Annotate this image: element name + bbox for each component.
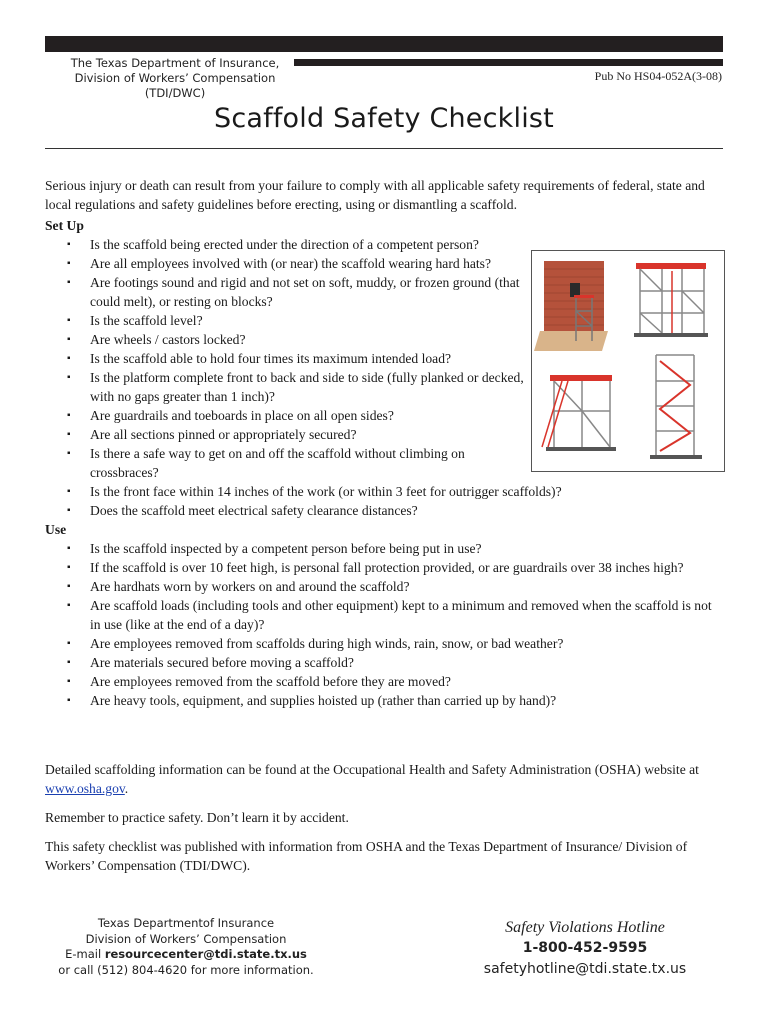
setup-item-text: Are wheels / castors locked? (90, 332, 246, 347)
osha-paragraph (45, 760, 725, 798)
setup-item (45, 501, 725, 520)
setup-item-text: Is the platform complete front to back and side to side (fully planked or decked, with no gaps greater than 1 inch)? (90, 370, 524, 404)
page-title: Scaffold Safety Checklist (214, 103, 554, 134)
contact-line-1: Texas Departmentof Insurance (97, 916, 275, 930)
use-item (45, 539, 725, 558)
contact-line-4: or call (512) 804-4620 for more information. (58, 962, 314, 977)
published-paragraph: This safety checklist was published with information from OSHA and the Texas Department of Insurance/ Division of Workers’ Compensation (TDI/DWC). (45, 839, 688, 873)
contact-email: resourcecenter@tdi.state.tx.us (104, 947, 307, 961)
use-item (45, 653, 725, 672)
bullet-icon: ▪ (67, 410, 71, 421)
bullet-icon: ▪ (67, 334, 71, 345)
setup-item (45, 482, 725, 501)
setup-heading: Set Up (45, 218, 84, 233)
bullet-icon: ▪ (67, 315, 71, 326)
use-item (45, 577, 725, 596)
setup-item-text: Are guardrails and toeboards in place on all open sides? (90, 408, 394, 423)
title-divider (45, 148, 723, 149)
bullet-icon: ▪ (67, 429, 71, 440)
osha-text: Detailed scaffolding information can be found at the Occupational Health and Safety Administration (OSHA) website at (45, 762, 699, 777)
bullet-icon: ▪ (67, 505, 71, 516)
hotline-info (440, 918, 730, 980)
use-item-text: Are materials secured before moving a scaffold? (90, 655, 354, 670)
setup-item-text: Is the scaffold able to hold four times its maximum intended load? (90, 351, 452, 366)
use-item (45, 672, 725, 691)
scaffold-illustration (531, 250, 725, 472)
publication-number: Pub No HS04-052A(3-08) (594, 69, 722, 83)
use-item (45, 691, 725, 710)
bullet-icon: ▪ (67, 448, 71, 459)
hotline-email: safetyhotline@tdi.state.tx.us (483, 961, 687, 977)
contact-info (40, 916, 332, 978)
use-item-text: Are employees removed from the scaffold before they are moved? (90, 674, 451, 689)
bullet-icon: ▪ (67, 695, 71, 706)
use-item-text: Are hardhats worn by workers on and around the scaffold? (90, 579, 410, 594)
osha-link[interactable]: www.osha.gov (45, 781, 125, 796)
org-line-1: The Texas Department of Insurance, (70, 56, 280, 70)
setup-item-text: Is the front face within 14 inches of the work (or within 3 feet for outrigger scaffolds)? (90, 484, 562, 499)
stair-tower-image (650, 355, 702, 459)
use-item-text: Are scaffold loads (including tools and other equipment) kept to a minimum and removed when the scaffold is not in use (like at the end of a day)? (90, 598, 712, 632)
setup-item-text: Does the scaffold meet electrical safety clearance distances? (90, 503, 418, 518)
hotline-phone: 1-800-452-9595 (522, 940, 648, 956)
stair-scaffold-image (542, 375, 616, 451)
use-item (45, 596, 725, 634)
setup-item-text: Are footings sound and rigid and not set on soft, muddy, or frozen ground (that could melt), or resting on blocks? (90, 275, 520, 309)
hotline-title: Safety Violations Hotline (505, 919, 665, 936)
use-list (45, 539, 725, 710)
org-line-2: Division of Workers’ Compensation (TDI/DWC) (74, 71, 276, 100)
contact-line-2: Division of Workers’ Compensation (85, 931, 287, 946)
intro-paragraph: Serious injury or death can result from your failure to comply with all applicable safety requirements of federal, state and local regulations and safety guidelines before erecting, using or dismantling a scaffold. (45, 178, 705, 212)
footer-text (45, 760, 725, 885)
use-heading: Use (45, 522, 67, 537)
bullet-icon: ▪ (67, 258, 71, 269)
bullet-icon: ▪ (67, 562, 71, 573)
use-item (45, 558, 725, 577)
bullet-icon: ▪ (67, 638, 71, 649)
bullet-icon: ▪ (67, 486, 71, 497)
setup-item-text: Is the scaffold being erected under the direction of a competent person? (90, 237, 479, 252)
header-bar-top (45, 36, 723, 52)
use-item (45, 634, 725, 653)
bullet-icon: ▪ (67, 543, 71, 554)
bullet-icon: ▪ (67, 239, 71, 250)
bullet-icon: ▪ (67, 657, 71, 668)
setup-item-text: Are all sections pinned or appropriately secured? (90, 427, 357, 442)
use-item-text: Are employees removed from scaffolds during high winds, rain, snow, or bad weather? (90, 636, 564, 651)
setup-item-text: Are all employees involved with (or near) the scaffold wearing hard hats? (90, 256, 491, 271)
setup-item-text: Is the scaffold level? (90, 313, 203, 328)
bullet-icon: ▪ (67, 277, 71, 288)
header-bar-thin (294, 59, 723, 66)
bullet-icon: ▪ (67, 600, 71, 611)
scaffold-illustration-svg (532, 251, 724, 471)
bullet-icon: ▪ (67, 353, 71, 364)
bullet-icon: ▪ (67, 676, 71, 687)
osha-end: . (124, 781, 129, 796)
use-item-text: Are heavy tools, equipment, and supplies hoisted up (rather than carried up by hand)? (90, 693, 557, 708)
remember-paragraph: Remember to practice safety. Don’t learn it by accident. (45, 810, 349, 825)
use-item-text: Is the scaffold inspected by a competent person before being put in use? (90, 541, 482, 556)
header-organization (45, 56, 305, 101)
frame-scaffold-image (634, 263, 708, 337)
use-item-text: If the scaffold is over 10 feet high, is personal fall protection provided, or are guardrails over 38 inches high? (90, 560, 684, 575)
contact-email-line (40, 947, 332, 963)
bullet-icon: ▪ (67, 372, 71, 383)
bullet-icon: ▪ (67, 581, 71, 592)
brick-wall-scaffold-image (534, 261, 608, 351)
email-label: E-mail (65, 947, 105, 961)
setup-item-text: Is there a safe way to get on and off the scaffold without climbing on crossbraces? (90, 446, 465, 480)
